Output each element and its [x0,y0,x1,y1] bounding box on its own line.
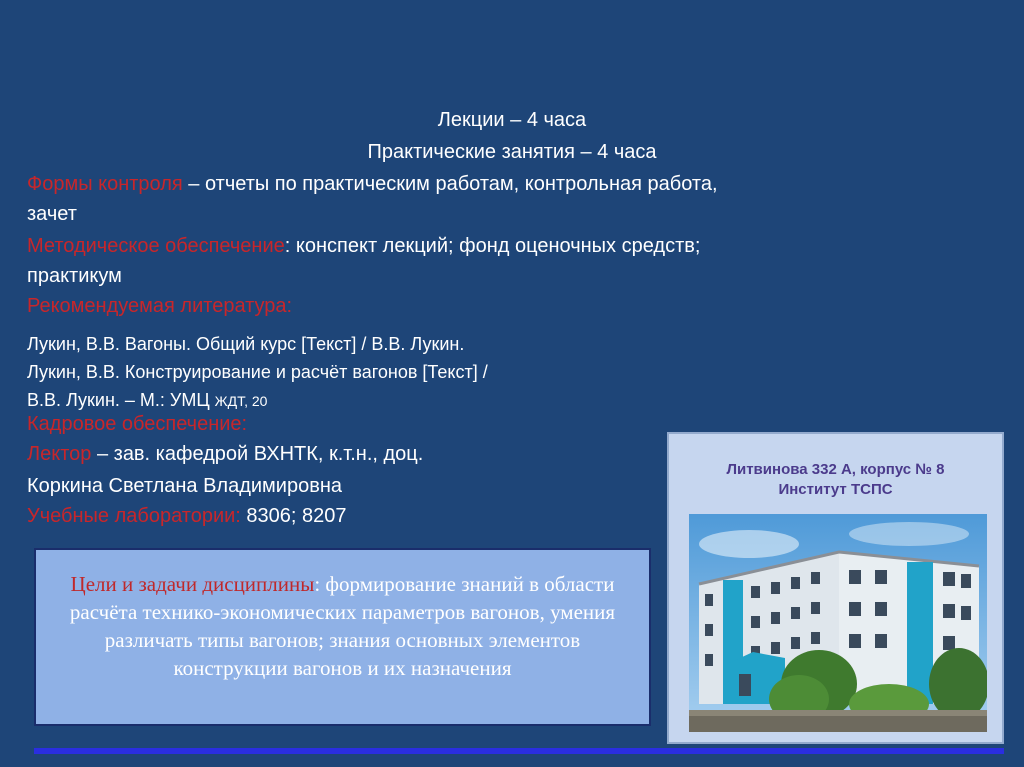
control-forms-text-2: зачет [27,203,77,225]
building-photo-frame [667,432,1004,744]
lector-text: – зав. кафедрой ВХНТК, к.т.н., доц. [91,443,424,465]
bottom-bar [34,748,1004,754]
literature-item-3 [27,388,267,413]
practice-hours: Практические занятия – 4 часа [367,141,657,163]
photo-caption [669,460,1002,500]
lectures-hours: Лекции – 4 часа [437,109,587,131]
literature-item-1: Лукин, В.В. Вагоны. Общий курс [Текст] / В.В. Лукин. [27,334,465,354]
literature-item-2: Лукин, В.В. Конструирование и расчёт вагонов [Текст] / [27,362,488,382]
methodical-support-label: Методическое обеспечение [27,235,285,257]
control-forms [27,172,718,196]
lector-line [27,442,423,466]
lector-label: Лектор [27,443,92,465]
literature-item-3-small: ЖДТ, 20 [214,393,268,409]
control-forms-label: Формы контроля [27,173,183,195]
labs-label: Учебные лаборатории: [27,505,241,527]
control-forms-text: – отчеты по практическим работам, контрольная работа, [182,173,718,195]
methodical-support [27,234,700,258]
literature-item-3-text: В.В. Лукин. – М.: УМЦ [27,390,215,410]
methodical-support-text-2: практикум [27,265,122,287]
staff-label: Кадровое обеспечение: [27,413,248,435]
photo-caption-address: Литвинова 332 А, корпус № 8 [726,461,945,478]
goals-text: : формирование знаний в области расчёта технико-экономических параметров вагонов, умения различать типы вагонов; знания основных элементов конструкции вагонов и их назначения [69,572,616,680]
photo-caption-institute: Институт ТСПС [778,481,893,498]
methodical-support-text: : конспект лекций; фонд оценочных средств; [284,235,701,257]
labs-text: 8306; 8207 [240,505,347,527]
building-photo [689,514,987,732]
building-illustration [689,514,987,732]
lector-name: Коркина Светлана Владимировна [27,475,343,497]
goals-label: Цели и задачи дисциплины [70,572,315,596]
labs-line [27,504,347,528]
goals-box [34,548,651,726]
literature-label: Рекомендуемая литература: [27,295,293,317]
